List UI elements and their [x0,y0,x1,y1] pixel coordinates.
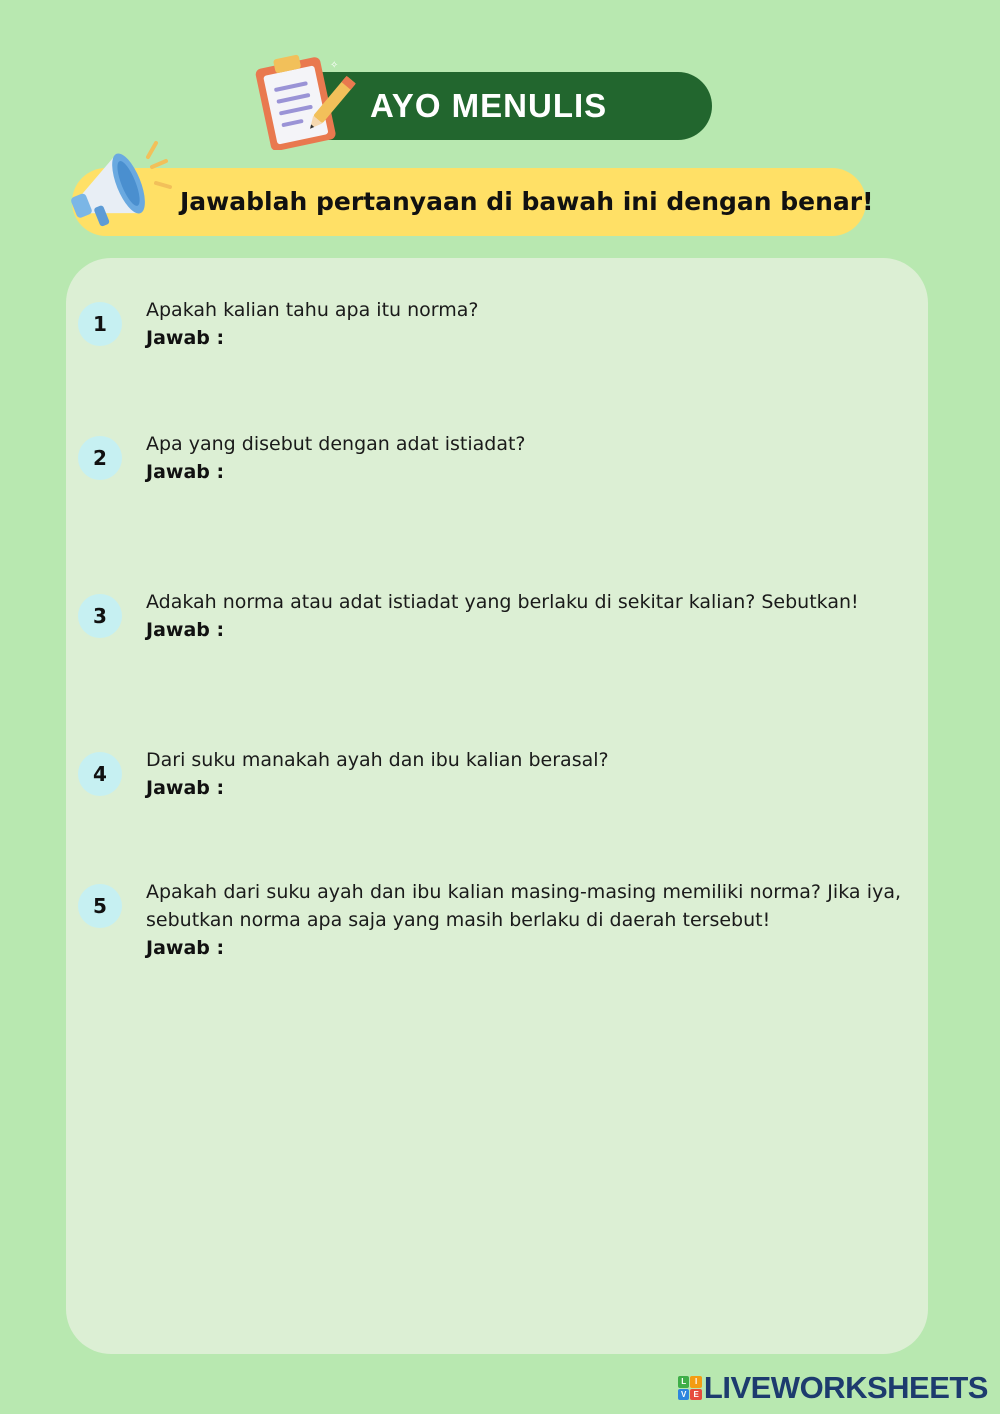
question-text-block [146,746,901,802]
question-text: Apa yang disebut dengan adat istiadat? [146,433,526,455]
question-text: Apakah kalian tahu apa itu norma? [146,299,479,321]
question-text: Dari suku manakah ayah dan ibu kalian berasal? [146,749,609,771]
question-text: Adakah norma atau adat istiadat yang berlaku di sekitar kalian? Sebutkan! [146,591,859,613]
question-text-block [146,588,901,644]
logo-mark-icon [678,1376,702,1400]
logo-letter: L [678,1376,690,1388]
answer-label: Jawab : [146,937,225,959]
logo-letter: I [690,1376,702,1388]
clipboard-pencil-icon [250,50,360,150]
question-text-block [146,296,901,352]
question-number-badge: 4 [78,752,122,796]
brand-name: LIVEWORKSHEETS [703,1370,988,1405]
question-number-badge: 5 [78,884,122,928]
logo-letter: V [678,1389,690,1401]
title-banner [250,50,710,150]
logo-letter: E [690,1389,702,1401]
question-number-badge: 1 [78,302,122,346]
megaphone-icon [60,135,180,235]
question-number-badge: 3 [78,594,122,638]
answer-label: Jawab : [146,327,225,349]
answer-label: Jawab : [146,461,225,483]
answer-label: Jawab : [146,777,225,799]
liveworksheets-logo[interactable] [678,1368,988,1408]
answer-label: Jawab : [146,619,225,641]
page-title: AYO MENULIS [370,87,608,124]
question-number-badge: 2 [78,436,122,480]
instruction-text: Jawablah pertanyaan di bawah ini dengan benar! [180,187,874,216]
svg-text:✧: ✧ [330,60,339,71]
question-text-block [146,430,901,486]
question-text-block [146,878,901,962]
questions-panel [66,258,928,1354]
question-text: Apakah dari suku ayah dan ibu kalian masing-masing memiliki norma? Jika iya, sebutkan norma apa saja yang masih berlaku di daerah tersebut! [146,881,901,931]
